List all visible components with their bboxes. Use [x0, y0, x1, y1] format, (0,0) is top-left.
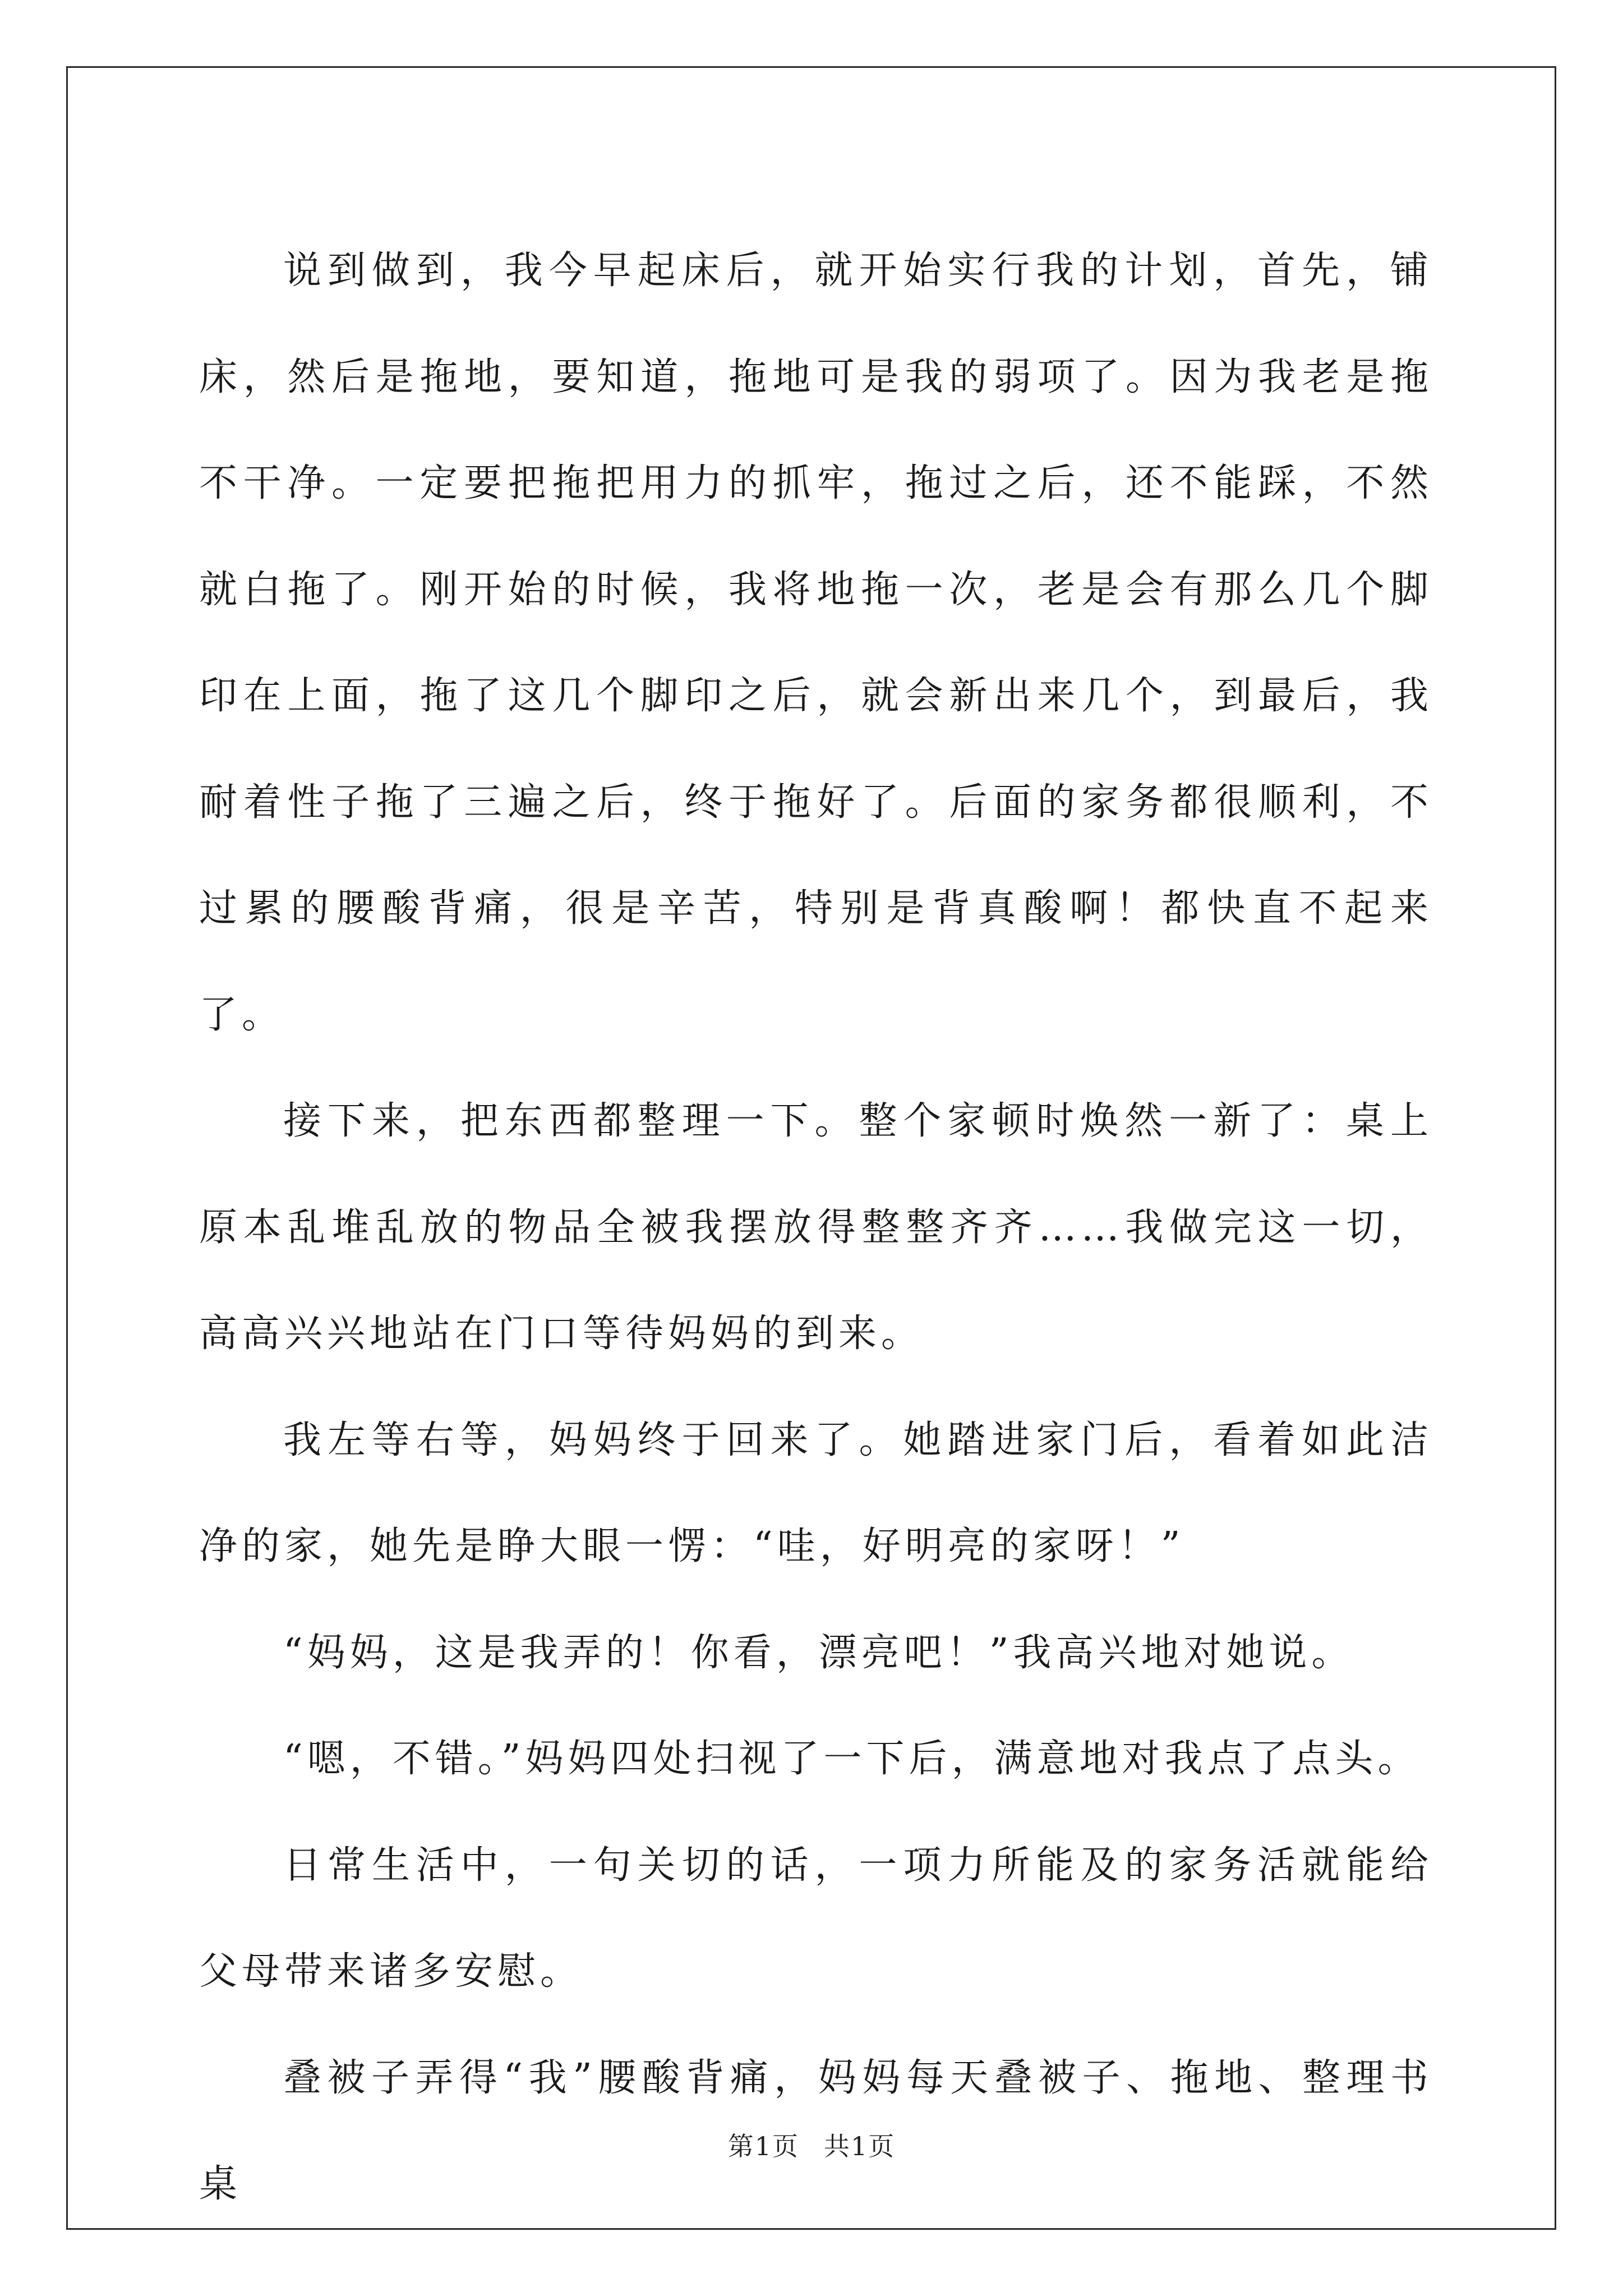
paragraph: 我左等右等，妈妈终于回来了。她踏进家门后，看着如此洁净的家，她先是睁大眼一愣：“哇，好明亮的家呀！” — [199, 1418, 1433, 1568]
paragraph: “嗯，不错。”妈妈四处扫视了一下后，满意地对我点了点头。 — [283, 1737, 1421, 1781]
page-footer — [0, 2126, 1623, 2163]
paragraph: “妈妈，这是我弄的！你看，漂亮吧！”我高兴地对她说。 — [283, 1630, 1354, 1675]
paragraph: 日常生活中，一句关切的话，一项力所能及的家务活就能给父母带来诸多安慰。 — [199, 1843, 1433, 1994]
page-number: 第1页 — [727, 2131, 799, 2161]
page-total: 共1页 — [824, 2131, 896, 2161]
paragraph: 接下来，把东西都整理一下。整个家顿时焕然一新了：桌上原本乱堆乱放的物品全被我摆放得整整齐齐……我做完这一切，高高兴兴地站在门口等待妈妈的到来。 — [199, 1099, 1433, 1356]
document-body — [199, 218, 1433, 2238]
paragraph: 说到做到，我今早起床后，就开始实行我的计划，首先，铺床，然后是拖地，要知道，拖地可是我的弱项了。因为我老是拖不干净。一定要把拖把用力的抓牢，拖过之后，还不能踩，不然就白拖了。刚开始的时候，我将地拖一次，老是会有那么几个脚印在上面，拖了这几个脚印之后，就会新出来几个，到最后，我耐着性子拖了三遍之后，终于拖好了。后面的家务都很顺利，不过累的腰酸背痛，很是辛苦，特别是背真酸啊！都快直不起来了。 — [199, 249, 1433, 1037]
paragraph: 叠被子弄得“我”腰酸背痛，妈妈每天叠被子、拖地、整理书桌 — [199, 2055, 1433, 2206]
